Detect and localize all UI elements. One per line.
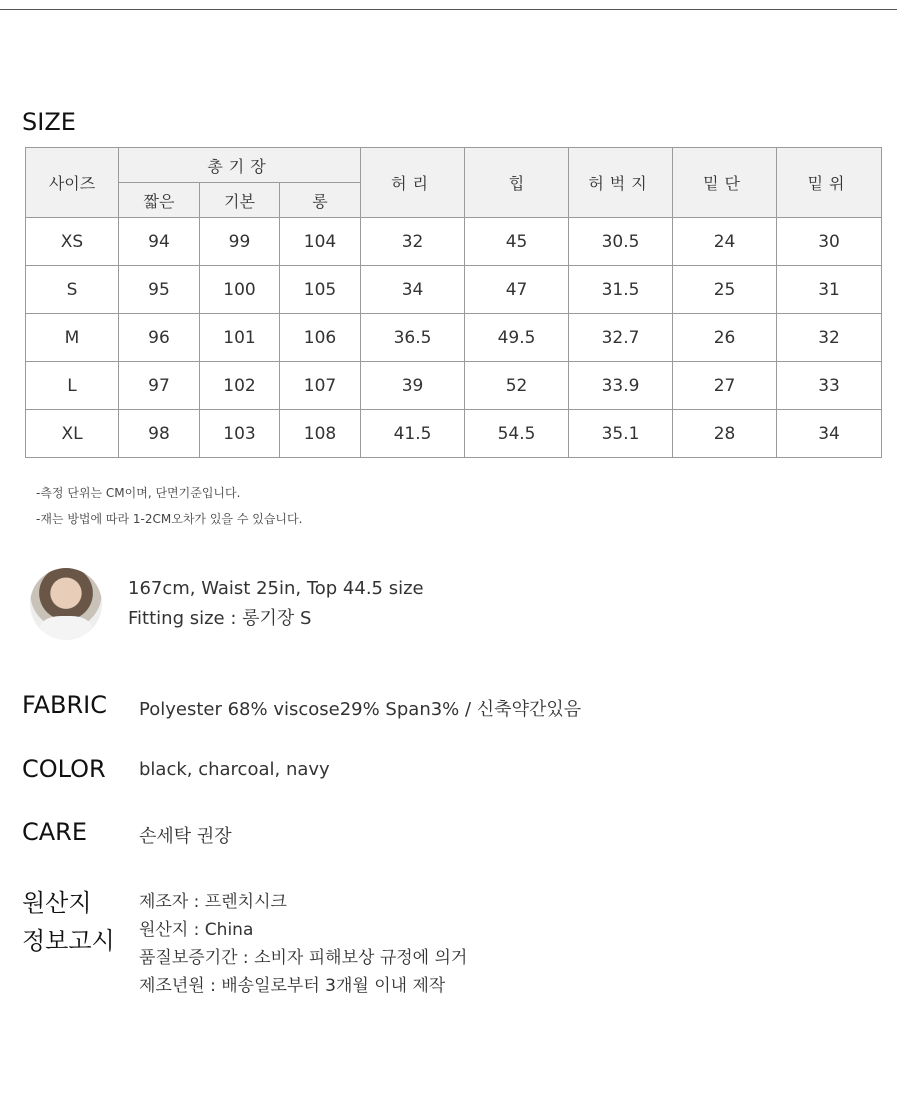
cell: 100 [200, 266, 280, 314]
cell-size: M [26, 314, 119, 362]
size-notes [36, 480, 302, 532]
table-row [26, 410, 882, 458]
fabric-label: FABRIC [22, 691, 107, 719]
cell: 31 [777, 266, 882, 314]
cell: 27 [673, 362, 777, 410]
cell: 24 [673, 218, 777, 266]
cell: 108 [280, 410, 361, 458]
top-divider [0, 9, 897, 10]
cell: 32 [777, 314, 882, 362]
size-table [25, 147, 882, 458]
header-thigh: 허벅지 [569, 148, 673, 218]
size-section-title: SIZE [22, 108, 76, 136]
cell: 36.5 [361, 314, 465, 362]
model-text [128, 574, 424, 634]
cell: 106 [280, 314, 361, 362]
cell: 33 [777, 362, 882, 410]
table-row [26, 314, 882, 362]
cell: 41.5 [361, 410, 465, 458]
model-stats: 167cm, Waist 25in, Top 44.5 size [128, 578, 424, 599]
cell: 101 [200, 314, 280, 362]
origin-line-warranty: 품질보증기간 : 소비자 피해보상 규정에 의거 [139, 948, 468, 968]
origin-label [22, 884, 115, 960]
cell: 35.1 [569, 410, 673, 458]
header-hip: 힙 [465, 148, 569, 218]
table-row [26, 362, 882, 410]
cell: 97 [119, 362, 200, 410]
cell: 96 [119, 314, 200, 362]
cell: 49.5 [465, 314, 569, 362]
header-short: 짧은 [119, 183, 200, 218]
color-value: black, charcoal, navy [139, 759, 330, 780]
cell: 102 [200, 362, 280, 410]
cell: 33.9 [569, 362, 673, 410]
header-size: 사이즈 [26, 148, 119, 218]
origin-details [139, 888, 467, 1000]
cell: 105 [280, 266, 361, 314]
cell: 32.7 [569, 314, 673, 362]
cell: 98 [119, 410, 200, 458]
care-value: 손세탁 권장 [139, 826, 232, 847]
care-label: CARE [22, 818, 88, 846]
model-avatar [30, 568, 102, 640]
cell: 39 [361, 362, 465, 410]
note-line: -재는 방법에 따라 1-2CM오차가 있을 수 있습니다. [36, 512, 303, 526]
cell: 34 [361, 266, 465, 314]
cell-size: XS [26, 218, 119, 266]
cell: 107 [280, 362, 361, 410]
note-line: -측정 단위는 CM이며, 단면기준입니다. [36, 486, 241, 500]
cell: 45 [465, 218, 569, 266]
header-long: 롱 [280, 183, 361, 218]
table-row [26, 218, 882, 266]
cell: 99 [200, 218, 280, 266]
cell-size: S [26, 266, 119, 314]
origin-label-line2: 정보고시 [22, 927, 115, 955]
color-label: COLOR [22, 755, 106, 783]
header-total-length: 총기장 [119, 148, 361, 183]
header-waist: 허리 [361, 148, 465, 218]
origin-label-line1: 원산지 [22, 889, 92, 917]
cell-size: XL [26, 410, 119, 458]
cell: 47 [465, 266, 569, 314]
cell: 32 [361, 218, 465, 266]
cell: 54.5 [465, 410, 569, 458]
table-row [26, 266, 882, 314]
cell: 104 [280, 218, 361, 266]
cell: 26 [673, 314, 777, 362]
model-fitting-size: Fitting size : 롱기장 S [128, 608, 312, 629]
cell: 30 [777, 218, 882, 266]
cell: 31.5 [569, 266, 673, 314]
header-hem: 밑단 [673, 148, 777, 218]
origin-line-country: 원산지 : China [139, 920, 254, 940]
cell: 94 [119, 218, 200, 266]
cell-size: L [26, 362, 119, 410]
cell: 95 [119, 266, 200, 314]
cell: 28 [673, 410, 777, 458]
origin-line-manufacture-date: 제조년원 : 배송일로부터 3개월 이내 제작 [139, 976, 446, 996]
origin-line-manufacturer: 제조자 : 프렌치시크 [139, 892, 287, 912]
cell: 25 [673, 266, 777, 314]
cell: 30.5 [569, 218, 673, 266]
header-rise: 밑위 [777, 148, 882, 218]
cell: 103 [200, 410, 280, 458]
cell: 34 [777, 410, 882, 458]
cell: 52 [465, 362, 569, 410]
fabric-value: Polyester 68% viscose29% Span3% / 신축약간있음 [139, 699, 582, 720]
header-regular: 기본 [200, 183, 280, 218]
